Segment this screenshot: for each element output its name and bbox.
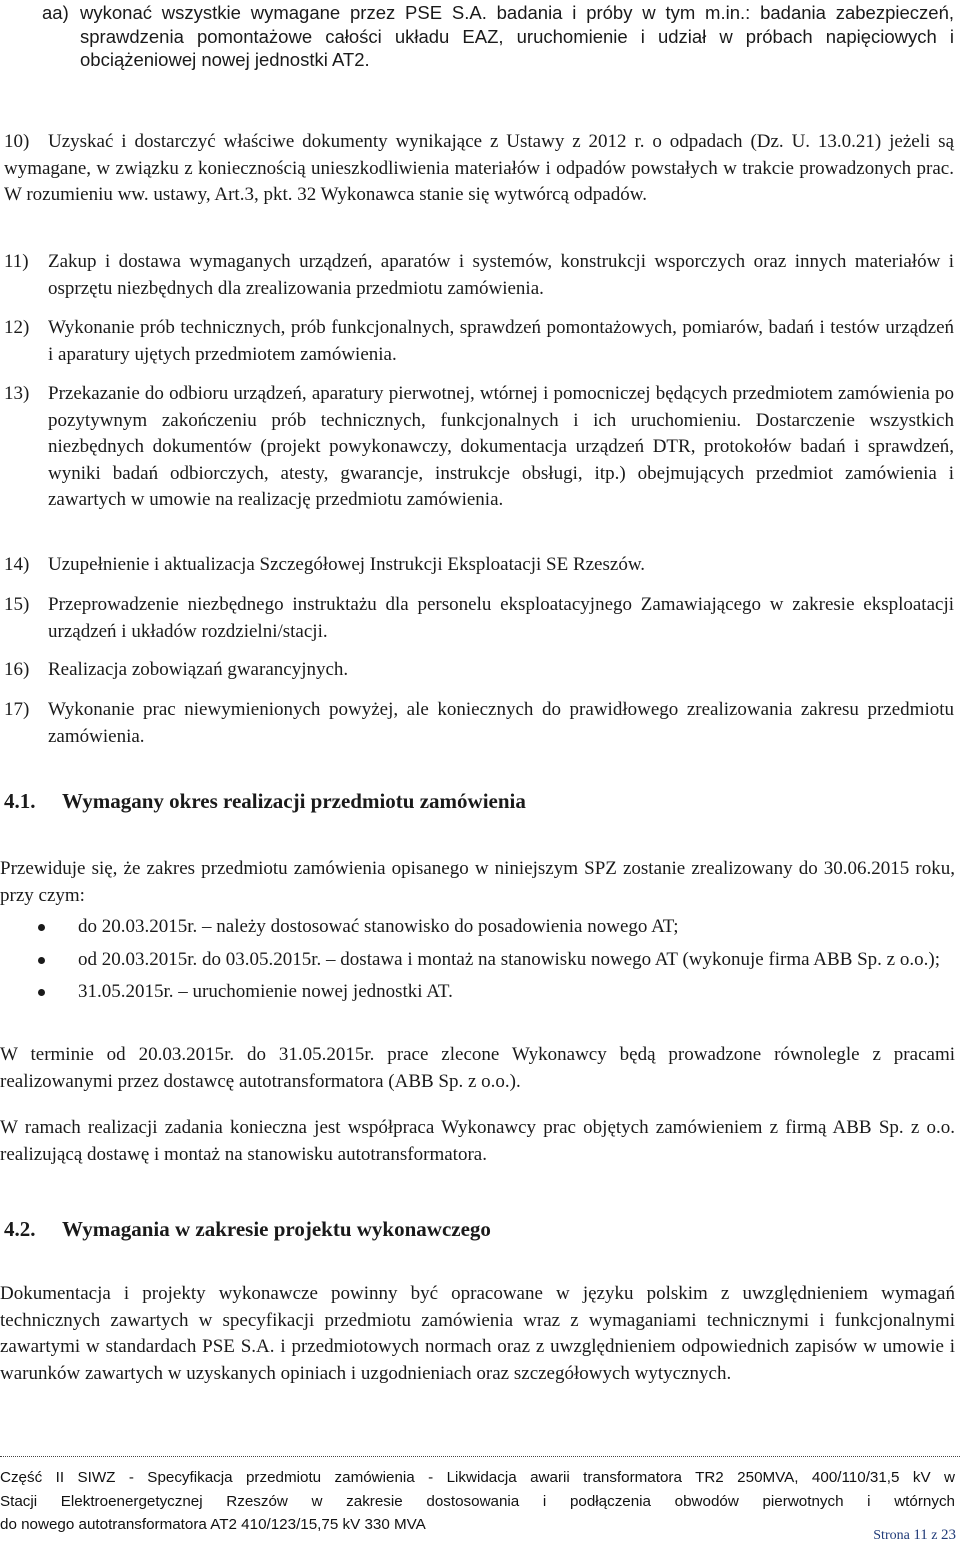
list-item-12 [4, 315, 954, 368]
bullet-text: 31.05.2015r. – uruchomienie nowej jednostki AT. [78, 981, 453, 1002]
list-item-text: Wykonanie prac niewymienionych powyżej, ale koniecznych do prawidłowego zrealizowania zakresu przedmiotu zamówienia. [48, 699, 954, 747]
section-number: 4.1. [4, 789, 36, 813]
bullet-text: od 20.03.2015r. do 03.05.2015r. – dostawa i montaż na stanowisku nowego AT (wykonuje firma ABB Sp. z o.o.); [78, 948, 940, 970]
bullet-list [0, 914, 955, 1006]
list-item-aa [42, 1, 954, 72]
page-label: Strona [873, 1528, 910, 1543]
list-item-text: Przekazanie do odbioru urządzeń, aparatury pierwotnej, wtórnej i pomocniczej będących przedmiotem zamówienia po pozytywnym zakończeniu prób technicznych, funkcjonalnych i ich uruchomieniu. Dostarczenie wszystkich niezbędnych dokumentów (projekt powykonawczy, dokumentacja urządzeń DTR, protokołów badań i sprawdzeń, wyniki badań odbiorczych, atesty, gwarancje, instrukcje obsługi, itp.) obejmujących przedmiot zamówienia i zawartych w umowie na realizację przedmiotu zamówienia. [48, 383, 954, 510]
list-item-11 [4, 249, 954, 302]
page-current: 11 [913, 1527, 928, 1543]
section-heading-4-1 [4, 788, 526, 815]
list-item-text: Realizacja zobowiązań gwarancyjnych. [48, 659, 349, 680]
list-item-17 [4, 697, 954, 750]
list-item-number: 14) [4, 554, 30, 575]
bullet-icon [38, 957, 45, 964]
list-item-text: Wykonanie prób technicznych, prób funkcjonalnych, sprawdzeń pomontażowych, pomiarów, badań i testów urządzeń i aparatury ujętych przedmiotem zamówienia. [48, 317, 954, 365]
list-item-number: 17) [4, 699, 30, 720]
paragraph-intro: Przewiduje się, że zakres przedmiotu zamówienia opisanego w niniejszym SPZ zostanie zrealizowany do 30.06.2015 roku, przy czym: [0, 858, 955, 906]
bullet-item [0, 979, 955, 1006]
footer-line: do nowego autotransformatora AT2 410/123/15,75 kV 330 MVA [0, 1516, 426, 1533]
list-item-14 [4, 552, 954, 579]
footer-divider [0, 1456, 960, 1457]
page-total: 23 [941, 1527, 956, 1543]
bullet-item [0, 947, 955, 974]
footer-line: Część II SIWZ - Specyfikacja przedmiotu zamówienia - Likwidacja awarii transformatora TR2 250MVA, 400/110/31,5 kV w [0, 1469, 955, 1486]
section-number: 4.2. [4, 1217, 36, 1241]
list-item-number: 15) [4, 594, 30, 615]
section-title: Wymagania w zakresie projektu wykonawczego [62, 1217, 491, 1241]
paragraph-design-requirements: Dokumentacja i projekty wykonawcze powinny być opracowane w języku polskim z uwzględnieniem wymagań technicznych zawartych w specyfikacji przedmiotu zamówienia wraz z wymaganiami technicznymi i funkcjonalnymi zawartymi w standardach PSE S.A. i przedmiotowych normach oraz z uwzględnieniem odpowiednich zapisów w umowie i warunków zawartych w uzyskanych opiniach i uzgodnieniach oraz szczegółowych wytycznych. [0, 1283, 955, 1384]
bullet-item [0, 914, 955, 941]
page-separator: z [931, 1528, 938, 1543]
list-item-number: 10) [4, 131, 30, 152]
page-footer [0, 1466, 955, 1537]
list-item-number: 11) [4, 251, 29, 272]
section-title: Wymagany okres realizacji przedmiotu zamówienia [62, 789, 526, 813]
list-item-13 [4, 381, 954, 514]
paragraph-schedule: W terminie od 20.03.2015r. do 31.05.2015r. prace zlecone Wykonawcy będą prowadzone równolegle z pracami realizowanymi przez dostawcę autotransformatora (ABB Sp. z o.o.). [0, 1044, 955, 1092]
list-item-10 [4, 129, 954, 209]
list-item-number: aa) [42, 2, 69, 23]
section-heading-4-2 [4, 1216, 491, 1243]
list-item-text: Uzupełnienie i aktualizacja Szczegółowej Instrukcji Eksploatacji SE Rzeszów. [48, 554, 646, 575]
list-item-text: Uzyskać i dostarczyć właściwe dokumenty wynikające z Ustawy z 2012 r. o odpadach (Dz. U. 13.0.21) jeżeli są wymagane, w związku z koniecznością unieszkodliwienia materiałów i odpadów powstałych w trakcie prowadzonych prac. W rozumieniu ww. ustawy, Art.3, pkt. 32 Wykonawca stanie się wytwórcą odpadów. [4, 131, 954, 205]
paragraph-cooperation: W ramach realizacji zadania konieczna jest współpraca Wykonawcy prac objętych zamówieniem z firmą ABB Sp. z o.o. realizującą dostawę i montaż na stanowisku autotransformatora. [0, 1117, 955, 1165]
footer-line: Stacji Elektroenergetycznej Rzeszów w zakresie dostosowania i podłączenia obwodów pierwotnych i wtórnych [0, 1492, 955, 1510]
list-item-number: 16) [4, 659, 30, 680]
list-item-number: 12) [4, 317, 30, 338]
list-item-text: Przeprowadzenie niezbędnego instruktażu dla personelu eksploatacyjnego Zamawiającego w zakresie eksploatacji urządzeń i układów rozdzielni/stacji. [48, 594, 954, 642]
page-number [873, 1522, 956, 1550]
bullet-text: do 20.03.2015r. – należy dostosować stanowisko do posadowienia nowego AT; [78, 916, 679, 937]
list-item-text: wykonać wszystkie wymagane przez PSE S.A. badania i próby w tym m.in.: badania zabezpieczeń, sprawdzenia pomontażowe całości układu EAZ, uruchomienie i udział w próbach napięciowych i obciążeniowej nowej jednostki AT2. [80, 2, 954, 70]
bullet-icon [38, 924, 45, 931]
list-item-number: 13) [4, 383, 30, 404]
bullet-icon [38, 989, 45, 996]
list-item-text: Zakup i dostawa wymaganych urządzeń, aparatów i systemów, konstrukcji wsporczych oraz innych materiałów i osprzętu niezbędnych dla zrealizowania przedmiotu zamówienia. [48, 251, 954, 299]
list-item-16 [4, 657, 954, 684]
list-item-15 [4, 592, 954, 645]
